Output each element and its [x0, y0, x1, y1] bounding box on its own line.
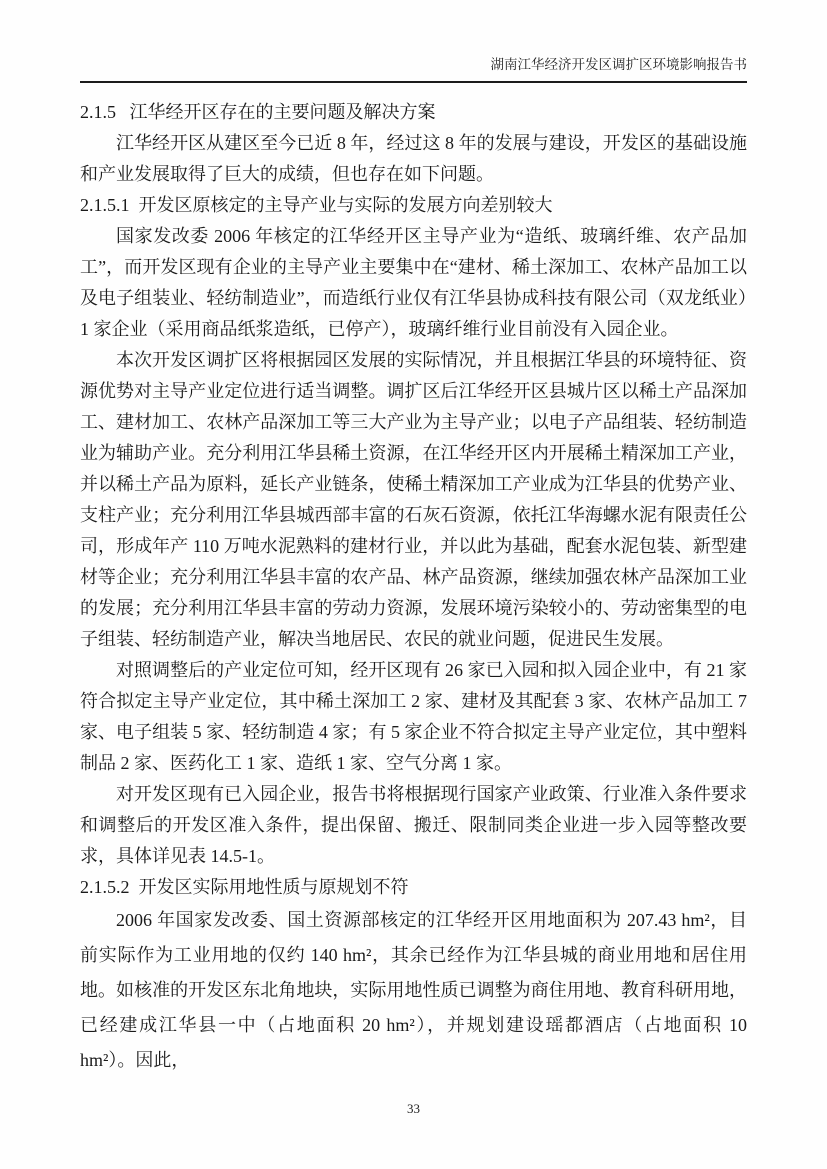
section-heading-2-1-5: 2.1.5 江华经开区存在的主要问题及解决方案 — [80, 102, 436, 122]
paragraph: 对照调整后的产业定位可知，经开区现有 26 家已入园和拟入园企业中，有 21 家符合拟定主导产业定位，其中稀土深加工 2 家、建材及其配套 3 家、农林产品加工 7 家、电子组装 5 家、轻纺制造 4 家；有 5 家企业不符合拟定主导产业定位，其中塑料制品 2 家、医药化工 1 家、造纸 1 家、空气分离 1 家。 — [80, 660, 747, 773]
section-heading-2-1-5-1: 2.1.5.1 开发区原核定的主导产业与实际的发展方向差别较大 — [80, 195, 553, 215]
paragraph: 2006 年国家发改委、国土资源部核定的江华经开区用地面积为 207.43 hm²，目前实际作为工业用地的仅约 140 hm²，其余已经作为江华县城的商业用地和居住用地。如核准的开发区东北角地块，实际用地性质已调整为商住用地、教育科研用地，已经建成江华县一中（占地面积 20 hm²），并规划建设瑶都酒店（占地面积 10 hm²）。因此， — [80, 910, 747, 1070]
page-body — [80, 97, 747, 1078]
section-heading-2-1-5-2: 2.1.5.2 开发区实际用地性质与原规划不符 — [80, 877, 409, 897]
paragraph: 江华经开区从建区至今已近 8 年，经过这 8 年的发展与建设，开发区的基础设施和产业发展取得了巨大的成绩，但也存在如下问题。 — [80, 133, 747, 184]
page-number: 33 — [407, 1101, 420, 1116]
page-header-running-title: 湖南江华经济开发区调扩区环境影响报告书 — [80, 56, 747, 83]
paragraph: 对开发区现有已入园企业，报告书将根据现行国家产业政策、行业准入条件要求和调整后的开发区准入条件，提出保留、搬迁、限制同类企业进一步入园等整改要求，具体详见表 14.5-1。 — [80, 784, 747, 866]
paragraph: 国家发改委 2006 年核定的江华经开区主导产业为“造纸、玻璃纤维、农产品加工”，而开发区现有企业的主导产业主要集中在“建材、稀土深加工、农林产品加工以及电子组装业、轻纺制造业”，而造纸行业仅有江华县协成科技有限公司（双龙纸业）1 家企业（采用商品纸浆造纸，已停产），玻璃纤维行业目前没有入园企业。 — [80, 226, 747, 339]
paragraph: 本次开发区调扩区将根据园区发展的实际情况，并且根据江华县的环境特征、资源优势对主导产业定位进行适当调整。调扩区后江华经开区县城片区以稀土产品深加工、建材加工、农林产品深加工等三大产业为主导产业；以电子产品组装、轻纺制造业为辅助产业。充分利用江华县稀土资源，在江华经开区内开展稀土精深加工产业，并以稀土产品为原料，延长产业链条，使稀土精深加工产业成为江华县的优势产业、支柱产业；充分利用江华县城西部丰富的石灰石资源，依托江华海螺水泥有限责任公司，形成年产 110 万吨水泥熟料的建材行业，并以此为基础，配套水泥包装、新型建材等企业；充分利用江华县丰富的农产品、林产品资源，继续加强农林产品深加工业的发展；充分利用江华县丰富的劳动力资源，发展环境污染较小的、劳动密集型的电子组装、轻纺制造产业，解决当地居民、农民的就业问题，促进民生发展。 — [80, 350, 747, 649]
